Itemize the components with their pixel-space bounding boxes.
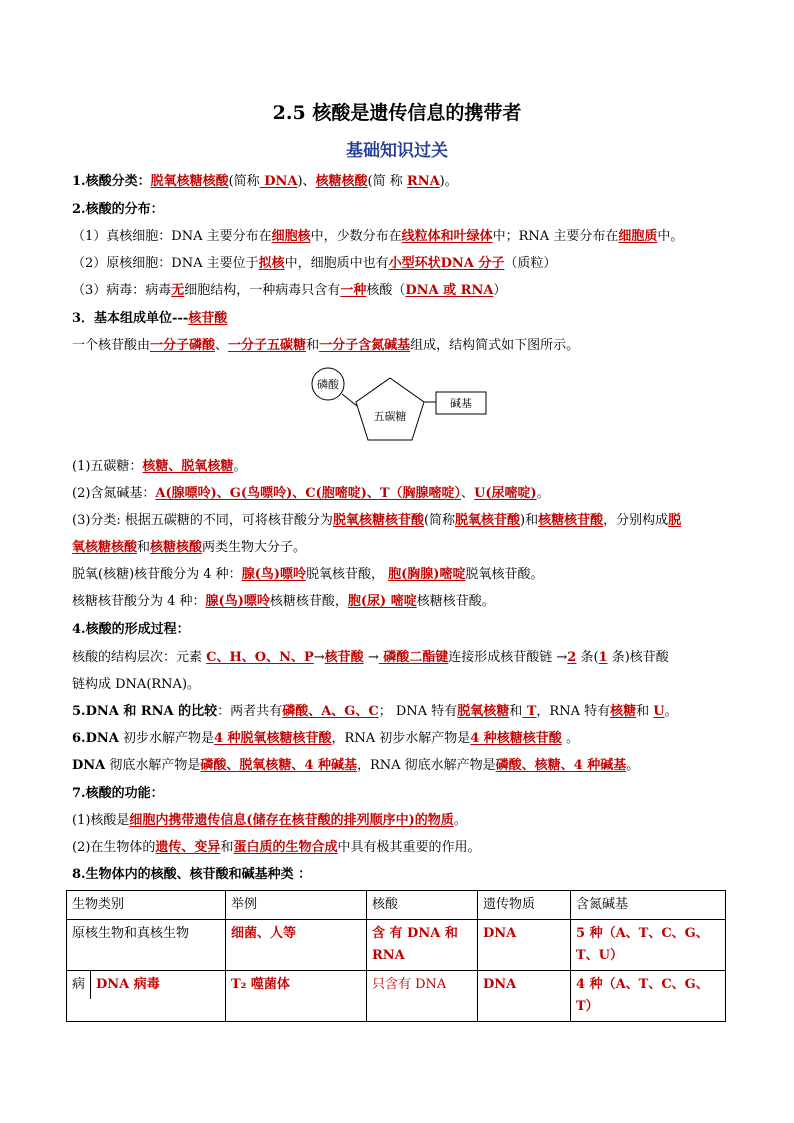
- table-header-cell: 含氮碱基: [571, 891, 726, 920]
- pentose-label: 五碳糖: [373, 410, 407, 423]
- pentose-pentagon: [356, 378, 424, 440]
- page-title: 2.5 核酸是遗传信息的携带者: [272, 102, 522, 124]
- table-cell: 含 有 DNA 和 RNA: [367, 920, 478, 971]
- table-row: [67, 971, 726, 1022]
- table-heading: 8.生物体内的核酸、核苷酸和碱基种类 ：: [72, 867, 312, 882]
- distribution-eukaryote: （1）真核细胞：DNA 主要分布在细胞核中，少数分布在线粒体和叶绿体中；RNA 主要分布在细胞质中。: [72, 229, 684, 244]
- table-cell: DNA: [478, 920, 571, 971]
- deoxy-types-line: 脱氧(核糖)核苷酸分为 4 种：腺(鸟)嘌呤脱氧核苷酸， 胞(胸腺)嘧啶脱氧核苷酸。: [72, 567, 544, 582]
- ribo-types-line: 核糖核苷酸分为 4 种：腺(鸟)嘌呤核糖核苷酸，胞(尿) 嘧啶核糖核苷酸。: [72, 594, 495, 609]
- table-cell-subcategory: DNA 病毒: [96, 977, 160, 992]
- table-header-cell: 核酸: [367, 891, 478, 920]
- unit-heading: 3．基本组成单位---核苷酸: [72, 311, 228, 326]
- formation-line: 核酸的结构层次：元素 C、H、O、N、P→核苷酸 → 磷酸二酯键连接形成核苷酸链 →2 条(1 条)核苷酸: [72, 650, 669, 665]
- table-cell: T₂ 噬菌体: [226, 971, 367, 1022]
- table-header-cell: 生物类别: [67, 891, 226, 920]
- nucleotide-composition: 一个核苷酸由一分子磷酸、一分子五碳糖和一分子含氮碱基组成，结构简式如下图所示。: [72, 338, 580, 353]
- classification-line: 1.核酸分类：脱氧核糖核酸(简称 DNA)、核糖核酸(简 称 RNA)。: [72, 174, 458, 189]
- comparison-line: 5.DNA 和 RNA 的比较：两者共有磷酸、A、G、C； DNA 特有脱氧核糖和 T，RNA 特有核糖和 U。: [72, 704, 678, 719]
- table-cell: 细菌、人等: [226, 920, 367, 971]
- table-cell: 只含有 DNA: [367, 971, 478, 1022]
- table-header-row: [67, 891, 726, 920]
- table-cell: 4 种（A、T、C、G、T）: [571, 971, 726, 1022]
- hydrolysis-complete: DNA 彻底水解产物是磷酸、脱氧核糖、4 种碱基，RNA 彻底水解产物是磷酸、核糖、4 种碱基。: [72, 758, 640, 773]
- table-header-cell: 举例: [226, 891, 367, 920]
- nucleotide-diagram: [310, 366, 490, 446]
- hydrolysis-initial: 6.DNA 初步水解产物是4 种脱氧核糖核苷酸，RNA 初步水解产物是4 种核糖核苷酸 。: [72, 731, 579, 746]
- classify-line-cont: 氧核糖核酸和核糖核酸两类生物大分子。: [72, 540, 307, 555]
- classify-line: (3)分类: 根据五碳糖的不同，可将核苷酸分为脱氧核糖核苷酸(简称脱氧核苷酸)和核糖核苷酸，分别构成脱: [72, 513, 682, 528]
- table-cell: [67, 971, 226, 1022]
- phosphate-bond: [342, 394, 357, 406]
- distribution-prokaryote: （2）原核细胞：DNA 主要位于拟核中，细胞质中也有小型环状DNA 分子（质粒）: [72, 256, 557, 271]
- function-line-2: (2)在生物体的遗传、变异和蛋白质的生物合成中具有极其重要的作用。: [72, 840, 481, 855]
- species-table: [66, 890, 726, 1022]
- table-cell: DNA: [478, 971, 571, 1022]
- table-header-cell: 遗传物质: [478, 891, 571, 920]
- formation-heading: 4.核酸的形成过程：: [72, 622, 190, 637]
- table-row: [67, 920, 726, 971]
- table-cell-category: 病: [67, 971, 91, 999]
- section-subtitle: 基础知识过关: [346, 141, 448, 161]
- distribution-heading: 2.核酸的分布：: [72, 202, 164, 217]
- table-cell: 5 种（A、T、C、G、T、U）: [571, 920, 726, 971]
- bases-line: (2)含氮碱基：A(腺嘌呤)、G(鸟嘌呤)、C(胞嘧啶)、T（胸腺嘧啶）、U(尿嘧啶)。: [72, 486, 550, 501]
- table-cell: 原核生物和真核生物: [67, 920, 226, 971]
- base-label: 碱基: [450, 397, 472, 410]
- function-line-1: (1)核酸是细胞内携带遗传信息(储存在核苷酸的排列顺序中)的物质。: [72, 813, 467, 828]
- function-heading: 7.核酸的功能：: [72, 786, 164, 801]
- phosphate-label: 磷酸: [317, 378, 339, 391]
- distribution-virus: （3）病毒：病毒无细胞结构，一种病毒只含有一种核酸（DNA 或 RNA）: [72, 283, 507, 298]
- formation-line-cont: 链构成 DNA(RNA)。: [72, 677, 201, 692]
- pentose-line: (1)五碳糖：核糖、脱氧核糖。: [72, 459, 247, 474]
